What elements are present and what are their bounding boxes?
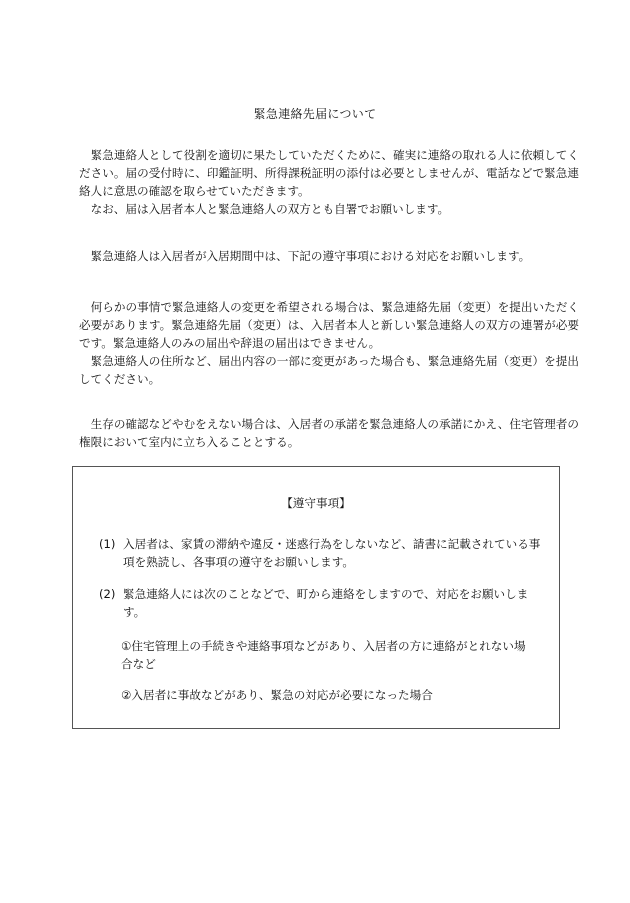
rule-item (99, 585, 549, 621)
rule-text: 緊急連絡人には次のことなどで、町から連絡をしますので、対応をお願いします。 (123, 587, 529, 619)
rule-number: (2) (99, 587, 116, 601)
paragraph-line: 生存の確認などやむをえない場合は、入居者の承諾を緊急連絡人の承諾にかえ、住宅管理者の権限において室内に立ち入ることとする。 (79, 417, 579, 449)
rule-subitem: ①住宅管理上の手続きや連絡事項などがあり、入居者の方に連絡がとれない場合など (121, 639, 526, 671)
paragraph-line: 緊急連絡人の住所など、届出内容の一部に変更があった場合も、緊急連絡先届（変更）を提出してください。 (79, 354, 579, 386)
rule-subitem: ②入居者に事故などがあり、緊急の対応が必要になった場合 (121, 688, 433, 702)
paragraph-line: 何らかの事情で緊急連絡人の変更を希望される場合は、緊急連絡先届（変更）を提出いただく必要があります。緊急連絡先届（変更）は、入居者本人と新しい緊急連絡人の双方の連署が必要です。緊急連絡人のみの届出や辞退の届出はできません。 (79, 300, 579, 350)
paragraph-request (79, 146, 579, 218)
paragraph-line: なお、届は入居者本人と緊急連絡人の双方とも自署でお願いします。 (90, 202, 450, 216)
paragraph-line: 緊急連絡人は入居者が入居期間中は、下記の遵守事項における対応をお願いします。 (90, 249, 531, 263)
page-title: 緊急連絡先届について (253, 107, 377, 121)
paragraph-line: 緊急連絡人として役割を適切に果たしていただくために、確実に連絡の取れる人に依頼してください。届の受付時に、印鑑証明、所得課税証明の添付は必要としませんが、電話などで緊急連絡人に意思の確認を取らせていただきます。 (79, 148, 579, 198)
rules-title: 【遵守事項】 (281, 496, 351, 510)
paragraph-change (79, 298, 579, 388)
rules-box (72, 466, 560, 729)
paragraph-duties (79, 247, 579, 265)
rule-text: 入居者は、家賃の滞納や違反・迷惑行為をしないなど、請書に記載されている事項を熟読し、各事項の遵守をお願いします。 (123, 537, 541, 569)
rule-number: (1) (99, 537, 116, 551)
paragraph-entry (79, 415, 579, 451)
rule-item (99, 535, 549, 571)
